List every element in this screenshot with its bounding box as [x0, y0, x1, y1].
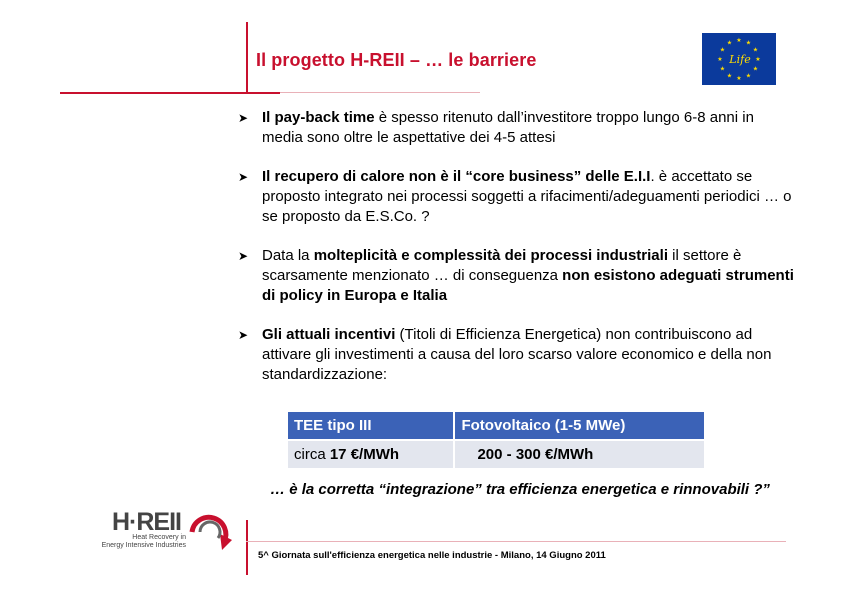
footer-accent-vertical-line [246, 520, 248, 575]
eu-star-icon: ★ [726, 72, 733, 80]
incentive-comparison-table [288, 412, 704, 468]
conclusion-text: … è la corretta “integrazione” tra efficienza energetica e rinnovabili ?” [270, 481, 770, 498]
eu-stars-icon [702, 33, 776, 85]
hreii-recycle-arrow-icon [186, 512, 236, 556]
eu-star-icon: ★ [726, 39, 733, 47]
eu-star-icon: ★ [736, 37, 742, 44]
hreii-logo-subtitle: Heat Recovery in Energy Intensive Industries [101, 534, 186, 549]
eu-life-logo [702, 33, 776, 85]
right-arrow-icon: ➤ [238, 111, 249, 125]
right-arrow-icon: ➤ [238, 249, 249, 263]
right-arrow-icon: ➤ [238, 170, 249, 184]
table-header-tee: TEE tipo III [288, 412, 454, 440]
eu-star-icon: ★ [719, 65, 726, 73]
table-row [288, 440, 704, 468]
hreii-logo-name: H·REII [112, 508, 181, 536]
bullet-item [238, 246, 798, 306]
table-cell-tee-value: circa 17 €/MWh [288, 440, 454, 468]
bullet-list [238, 108, 798, 404]
bullet-text: Gli attuali incentivi (Titoli di Efficienza Energetica) non contribuiscono ad attivare gli investimenti a causa del loro scarso valore economico e della non standardizzazione: [262, 326, 772, 383]
title-accent-horizontal-line [60, 92, 280, 94]
eu-star-icon: ★ [752, 46, 759, 54]
footer-text: 5^ Giornata sull'efficienza energetica nelle industrie - Milano, 14 Giugno 2011 [258, 550, 606, 561]
eu-logo-text: Life [729, 53, 751, 66]
bullet-item [238, 325, 798, 385]
table-cell-fotovoltaico-value: 200 - 300 €/MWh [454, 440, 704, 468]
table-header-fotovoltaico: Fotovoltaico (1-5 MWe) [454, 412, 704, 440]
bullet-item [238, 108, 798, 148]
eu-star-icon: ★ [736, 75, 742, 82]
eu-star-icon: ★ [745, 72, 752, 80]
bullet-text: Il recupero di calore non è il “core business” delle E.I.I. è accettato se proposto integrato nei processi soggetti a rifacimenti/adeguamenti periodici … o se proposto da E.S.Co. ? [262, 168, 792, 225]
eu-star-icon: ★ [755, 56, 761, 63]
title-accent-vertical-line [246, 22, 248, 92]
bullet-text: Il pay-back time è spesso ritenuto dall’investitore troppo lungo 6-8 anni in media sono oltre le aspettative dei 4-5 attesi [262, 109, 754, 146]
bullet-item [238, 167, 798, 227]
slide-title: Il progetto H-REII – … le barriere [256, 50, 537, 70]
bullet-text: Data la molteplicità e complessità dei processi industriali il settore è scarsamente menzionato … di conseguenza non esistono adeguati strumenti di policy in Europa e Italia [262, 247, 794, 304]
table-header-row [288, 412, 704, 440]
eu-star-icon: ★ [717, 56, 723, 63]
eu-star-icon: ★ [719, 46, 726, 54]
right-arrow-icon: ➤ [238, 328, 249, 342]
eu-star-icon: ★ [745, 39, 752, 47]
title-accent-horizontal-line-light [280, 92, 480, 93]
eu-star-icon: ★ [752, 65, 759, 73]
footer-accent-horizontal-line [246, 541, 786, 542]
